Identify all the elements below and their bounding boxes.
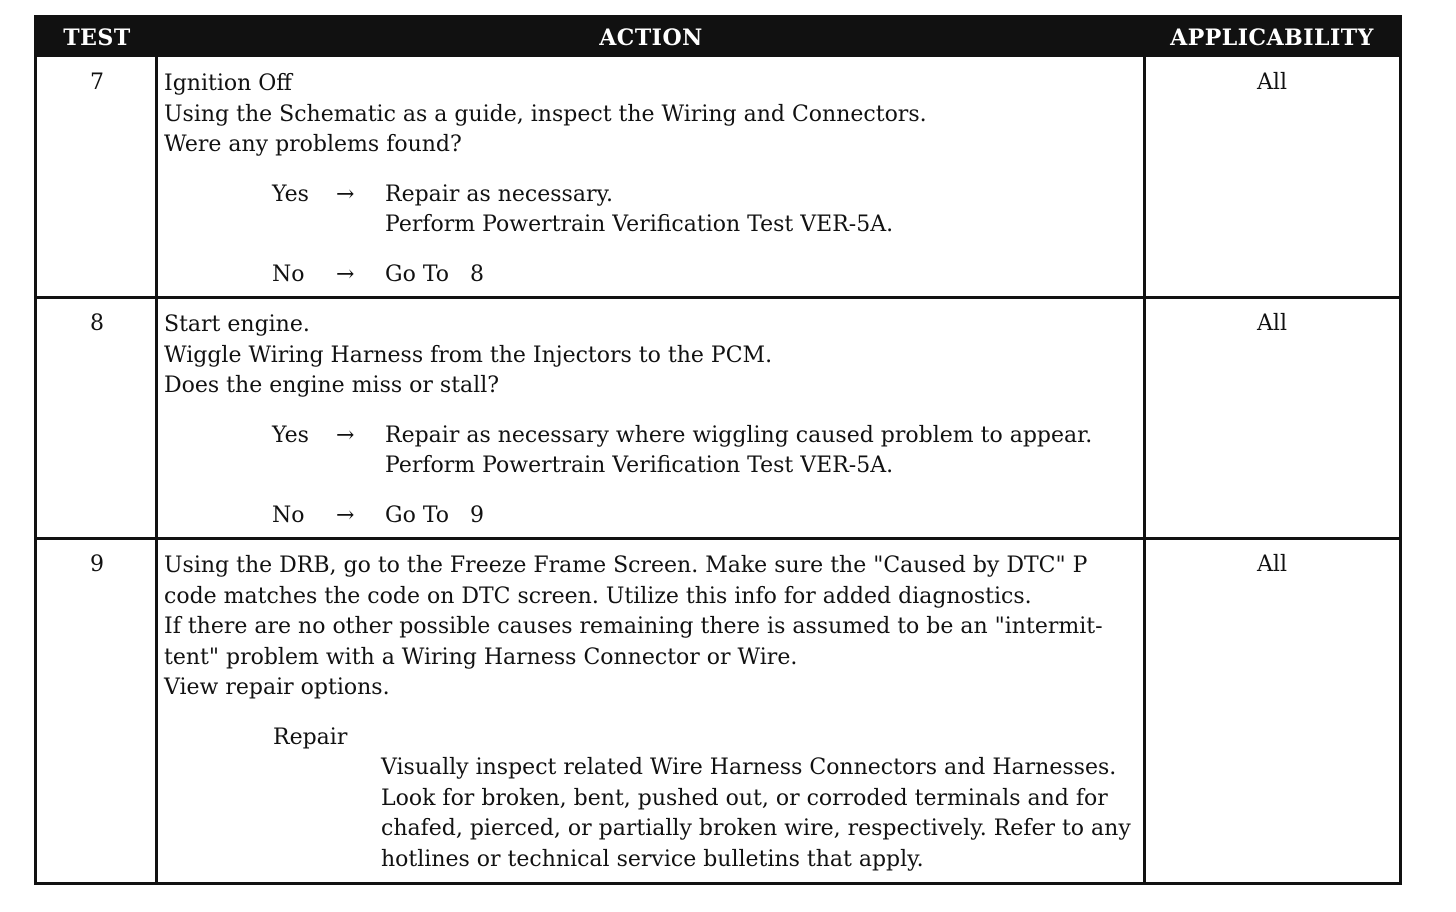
yes-label: Yes <box>272 181 309 207</box>
no-goto-text: Go To 8 <box>385 261 484 287</box>
repair-text-line: chafed, pierced, or partially broken wire, respectively. Refer to any <box>381 816 1131 841</box>
action-line: Ignition Off <box>164 71 292 96</box>
right-arrow-icon: → <box>336 502 355 528</box>
yes-action-text: Repair as necessary. <box>385 181 613 207</box>
right-arrow-icon: → <box>336 422 355 448</box>
header-test: TEST <box>63 25 131 51</box>
diagnostic-test-table <box>34 15 1402 885</box>
action-line: Start engine. <box>164 312 310 337</box>
row-divider <box>37 537 1399 540</box>
test-number: 9 <box>90 552 104 577</box>
table-row <box>37 60 1399 296</box>
table-row <box>37 542 1399 882</box>
table-row <box>37 301 1399 537</box>
applicability-value: All <box>1257 552 1287 577</box>
action-line: Wiggle Wiring Harness from the Injectors to the PCM. <box>164 342 773 368</box>
repair-text-line: hotlines or technical service bulletins that apply. <box>381 846 924 872</box>
no-label: No <box>272 502 305 528</box>
no-goto-text: Go To 9 <box>385 502 484 528</box>
action-cell <box>164 551 1144 875</box>
action-line: Using the Schematic as a guide, inspect the Wiring and Connectors. <box>164 101 927 127</box>
applicability-value: All <box>1257 70 1287 95</box>
header-applicability: APPLICABILITY <box>1170 25 1374 51</box>
yes-action-text: Perform Powertrain Verification Test VER-5A. <box>385 453 894 478</box>
yes-outcome <box>164 421 1144 452</box>
row-divider <box>37 296 1399 299</box>
yes-label: Yes <box>272 422 309 448</box>
test-number: 7 <box>90 70 104 95</box>
yes-action-text: Perform Powertrain Verification Test VER-5A. <box>385 212 894 237</box>
action-cell <box>164 310 1144 531</box>
right-arrow-icon: → <box>336 261 355 287</box>
action-line: View repair options. <box>164 675 390 700</box>
action-line: tent" problem with a Wiring Harness Connector or Wire. <box>164 644 798 670</box>
yes-outcome <box>164 180 1144 211</box>
action-line: Were any problems found? <box>164 132 462 157</box>
repair-label: Repair <box>273 724 348 750</box>
no-label: No <box>272 261 305 287</box>
right-arrow-icon: → <box>336 181 355 207</box>
repair-text-line: Look for broken, bent, pushed out, or corroded terminals and for <box>381 785 1108 811</box>
applicability-value: All <box>1257 311 1287 336</box>
action-cell <box>164 69 1144 290</box>
no-outcome <box>164 260 1144 291</box>
action-line: Using the DRB, go to the Freeze Frame Screen. Make sure the "Caused by DTC" P <box>164 553 1088 578</box>
action-line: If there are no other possible causes remaining there is assumed to be an "intermit- <box>164 614 1103 639</box>
action-line: Does the engine miss or stall? <box>164 373 500 398</box>
repair-text-line: Visually inspect related Wire Harness Connectors and Harnesses. <box>381 755 1117 780</box>
header-action: ACTION <box>599 25 703 51</box>
no-outcome <box>164 501 1144 532</box>
test-number: 8 <box>90 311 104 336</box>
table-header-row <box>37 18 1399 57</box>
yes-action-text: Repair as necessary where wiggling caused problem to appear. <box>385 422 1093 448</box>
action-line: code matches the code on DTC screen. Utilize this info for added diagnostics. <box>164 583 1032 609</box>
